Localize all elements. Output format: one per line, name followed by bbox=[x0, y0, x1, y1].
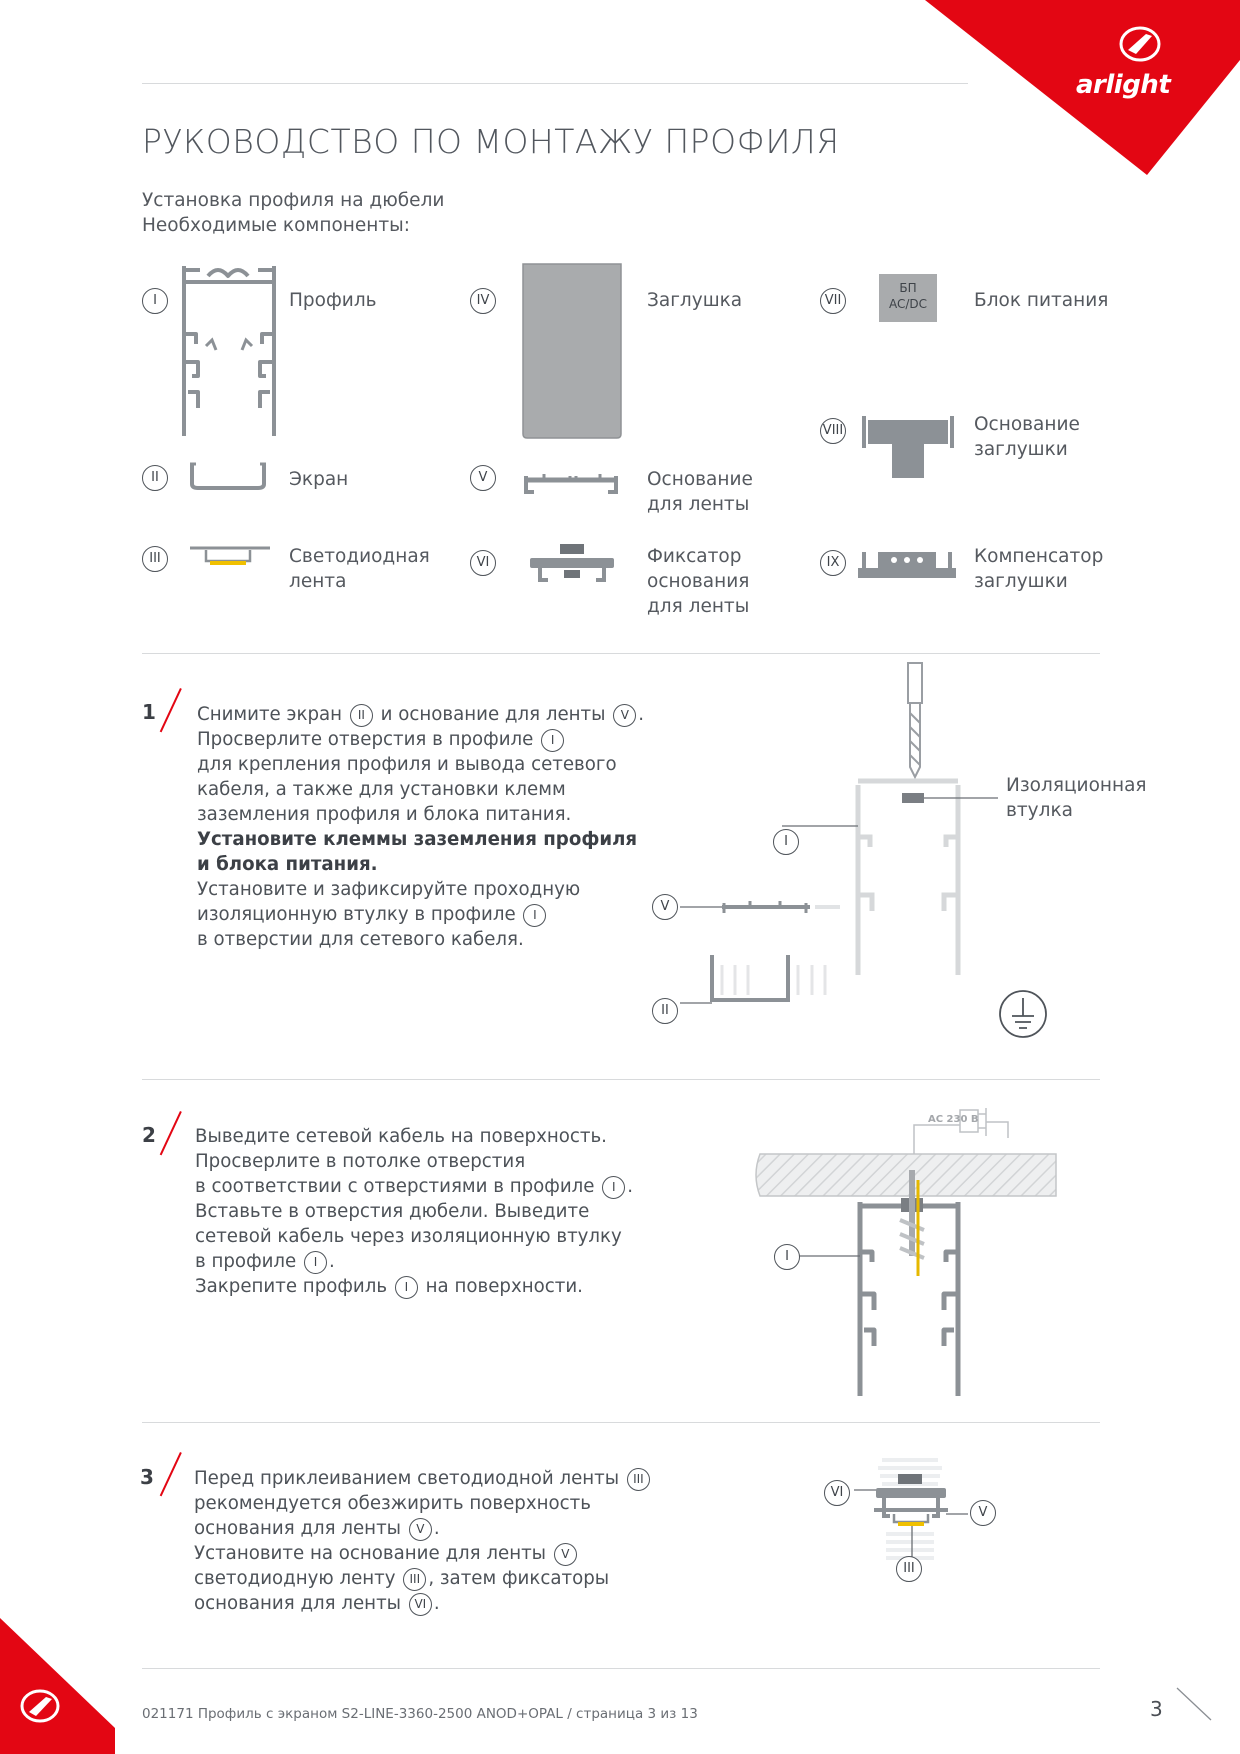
step-line: Выведите сетевой кабель на поверхность. bbox=[195, 1126, 607, 1147]
compensator-icon bbox=[856, 546, 958, 582]
step-line bbox=[194, 1466, 652, 1491]
step-line bbox=[194, 1566, 652, 1591]
footer-divider bbox=[142, 1668, 1100, 1669]
diagram-marker-v: V bbox=[970, 1500, 996, 1526]
text: Снимите экран bbox=[197, 704, 348, 725]
step-line bbox=[194, 1591, 652, 1616]
insulating-sleeve-label bbox=[1006, 773, 1147, 823]
diagram-marker-iii: III bbox=[896, 1556, 922, 1582]
text: Перед приклеиванием светодиодной ленты bbox=[194, 1468, 625, 1489]
step-line: Установите и зафиксируйте проходную bbox=[197, 879, 581, 900]
step-number: 3 bbox=[140, 1465, 154, 1489]
diagram-marker-vi: VI bbox=[824, 1480, 850, 1506]
page-title: РУКОВОДСТВО ПО МОНТАЖУ ПРОФИЛЯ bbox=[142, 122, 840, 161]
page-subtitle bbox=[142, 188, 444, 238]
label-line: Светодиодная bbox=[289, 546, 430, 567]
component-label-ix bbox=[974, 544, 1103, 594]
component-number-iii: III bbox=[142, 546, 168, 572]
component-number-iv: IV bbox=[470, 288, 496, 314]
label-line: Фиксатор bbox=[647, 546, 742, 567]
ref-marker: I bbox=[602, 1176, 625, 1199]
step-line bbox=[195, 1174, 633, 1199]
bold-text: Установите клеммы заземления профиля bbox=[197, 829, 638, 850]
ref-marker: V bbox=[613, 704, 636, 727]
step-number: 2 bbox=[142, 1123, 156, 1147]
text: . bbox=[627, 1176, 634, 1197]
power-supply-icon bbox=[879, 274, 937, 322]
text: и основание для ленты bbox=[374, 704, 612, 725]
text: в профиле bbox=[195, 1251, 303, 1272]
footer-corner-line bbox=[1175, 1686, 1215, 1726]
text: светодиодную ленту bbox=[194, 1568, 402, 1589]
text: основания для ленты bbox=[194, 1593, 407, 1614]
text: . bbox=[433, 1593, 440, 1614]
step-line-bold bbox=[197, 852, 644, 877]
step-2-text bbox=[195, 1124, 633, 1299]
text: . bbox=[433, 1518, 440, 1539]
text: . bbox=[329, 1251, 335, 1272]
text: Установите на основание для ленты bbox=[194, 1543, 552, 1564]
step-line: для крепления профиля и вывода сетевого bbox=[197, 754, 617, 775]
component-label-iii bbox=[289, 544, 430, 594]
cap-base-icon bbox=[862, 416, 954, 482]
ref-marker: I bbox=[523, 904, 546, 927]
component-label-v bbox=[647, 467, 753, 517]
step-line bbox=[197, 702, 644, 727]
drill-icon bbox=[908, 663, 922, 777]
step-line: сетевой кабель через изоляционную втулку bbox=[195, 1226, 622, 1247]
label-line: лента bbox=[289, 571, 347, 592]
label-line: Изоляционная bbox=[1006, 775, 1147, 796]
step-1-text bbox=[197, 702, 644, 952]
step-line bbox=[194, 1516, 652, 1541]
arlight-logo-icon bbox=[1118, 24, 1168, 64]
ref-marker: I bbox=[541, 729, 564, 752]
corner-decoration-top bbox=[0, 0, 1240, 200]
label-line: Основание bbox=[647, 469, 753, 490]
screen-icon bbox=[188, 462, 268, 492]
step-line: в отверстии для сетевого кабеля. bbox=[197, 929, 524, 950]
fixer-icon bbox=[528, 542, 616, 586]
step-line bbox=[195, 1249, 633, 1274]
label-line: Профиль bbox=[289, 290, 377, 311]
component-number-viii: VIII bbox=[820, 418, 846, 444]
step-line bbox=[194, 1541, 652, 1566]
component-label-i bbox=[289, 288, 377, 313]
text: Просверлите отверстия в профиле bbox=[197, 729, 540, 750]
ref-marker: V bbox=[409, 1518, 432, 1541]
voltage-label: AC 230 B bbox=[928, 1114, 979, 1125]
step-slash bbox=[160, 1452, 182, 1496]
step-line-bold bbox=[197, 827, 644, 852]
label-line: для ленты bbox=[647, 596, 750, 617]
component-number-vii: VII bbox=[820, 288, 846, 314]
diagram-marker-i: I bbox=[774, 1244, 800, 1270]
ref-marker: III bbox=[403, 1568, 426, 1591]
label-line: Экран bbox=[289, 469, 349, 490]
ceiling-icon bbox=[756, 1154, 1056, 1196]
diagram-marker-v: V bbox=[652, 894, 678, 920]
label-line: Компенсатор bbox=[974, 546, 1104, 567]
component-number-v: V bbox=[470, 465, 496, 491]
footer-text: 021171 Профиль с экраном S2-LINE-3360-2500 ANOD+OPAL / страница 3 из 13 bbox=[142, 1706, 698, 1722]
label-line: основания bbox=[647, 571, 750, 592]
ref-marker: VI bbox=[409, 1593, 432, 1616]
component-number-ix: IX bbox=[820, 550, 846, 576]
step-line bbox=[197, 727, 644, 752]
step-line: заземления профиля и блока питания. bbox=[197, 804, 572, 825]
label-line: Блок питания bbox=[974, 290, 1109, 311]
strip-base-icon bbox=[520, 470, 622, 496]
corner-decoration-bottom bbox=[0, 1600, 140, 1754]
text: основания для ленты bbox=[194, 1518, 407, 1539]
section-divider bbox=[142, 1422, 1100, 1423]
label-line: заглушки bbox=[974, 571, 1068, 592]
end-cap-icon bbox=[522, 264, 622, 438]
ref-marker: I bbox=[395, 1276, 418, 1299]
label-line: Заглушка bbox=[647, 290, 743, 311]
component-label-viii bbox=[974, 412, 1080, 462]
section-divider bbox=[142, 653, 1100, 654]
bold-text: и блока питания. bbox=[197, 854, 378, 875]
step-line: Вставьте в отверстия дюбели. Выведите bbox=[195, 1201, 590, 1222]
step-line bbox=[195, 1274, 633, 1299]
diagram-marker-i: I bbox=[773, 829, 799, 855]
step-line: Просверлите в потолке отверстия bbox=[195, 1151, 526, 1172]
step-number: 1 bbox=[142, 700, 156, 724]
component-label-ii bbox=[289, 467, 348, 492]
component-number-vi: VI bbox=[470, 550, 496, 576]
diagram-marker-ii: II bbox=[652, 998, 678, 1024]
label-line: втулка bbox=[1006, 800, 1073, 821]
text: изоляционную втулку в профиле bbox=[197, 904, 522, 925]
step-line: рекомендуется обезжирить поверхность bbox=[194, 1493, 591, 1514]
step-line: кабеля, а также для установки клемм bbox=[197, 779, 566, 800]
component-label-iv bbox=[647, 288, 742, 313]
text: в соответствии с отверстиями в профиле bbox=[195, 1176, 601, 1197]
top-divider bbox=[142, 83, 968, 84]
step-line bbox=[197, 902, 644, 927]
ref-marker: I bbox=[304, 1251, 327, 1274]
power-supply-text: AC/DC bbox=[888, 297, 928, 311]
label-line: Основание bbox=[974, 414, 1080, 435]
ref-marker: III bbox=[627, 1468, 650, 1491]
label-line: заглушки bbox=[974, 439, 1068, 460]
component-number-i: I bbox=[142, 288, 168, 314]
ref-marker: V bbox=[554, 1543, 577, 1566]
ground-icon bbox=[1000, 991, 1046, 1037]
page-number: 3 bbox=[1150, 1697, 1163, 1721]
label-line: для ленты bbox=[647, 494, 750, 515]
component-number-ii: II bbox=[142, 465, 168, 491]
brand-logo: arlight bbox=[1076, 70, 1171, 100]
text: , затем фиксаторы bbox=[428, 1568, 610, 1589]
component-label-vi bbox=[647, 544, 749, 619]
text: . bbox=[638, 704, 645, 725]
subtitle-line: Необходимые компоненты: bbox=[142, 215, 410, 236]
power-supply-text: БП bbox=[899, 281, 917, 295]
step-1-diagram bbox=[640, 655, 1120, 1050]
ref-marker: II bbox=[350, 704, 373, 727]
profile-icon bbox=[178, 262, 280, 440]
step-slash bbox=[160, 1111, 182, 1155]
step-slash bbox=[160, 688, 182, 732]
subtitle-line: Установка профиля на дюбели bbox=[142, 190, 445, 211]
text: на поверхности. bbox=[419, 1276, 583, 1297]
led-strip-icon bbox=[188, 545, 272, 569]
component-label-vii bbox=[974, 288, 1108, 313]
step-3-text bbox=[194, 1466, 652, 1616]
text: Закрепите профиль bbox=[195, 1276, 393, 1297]
